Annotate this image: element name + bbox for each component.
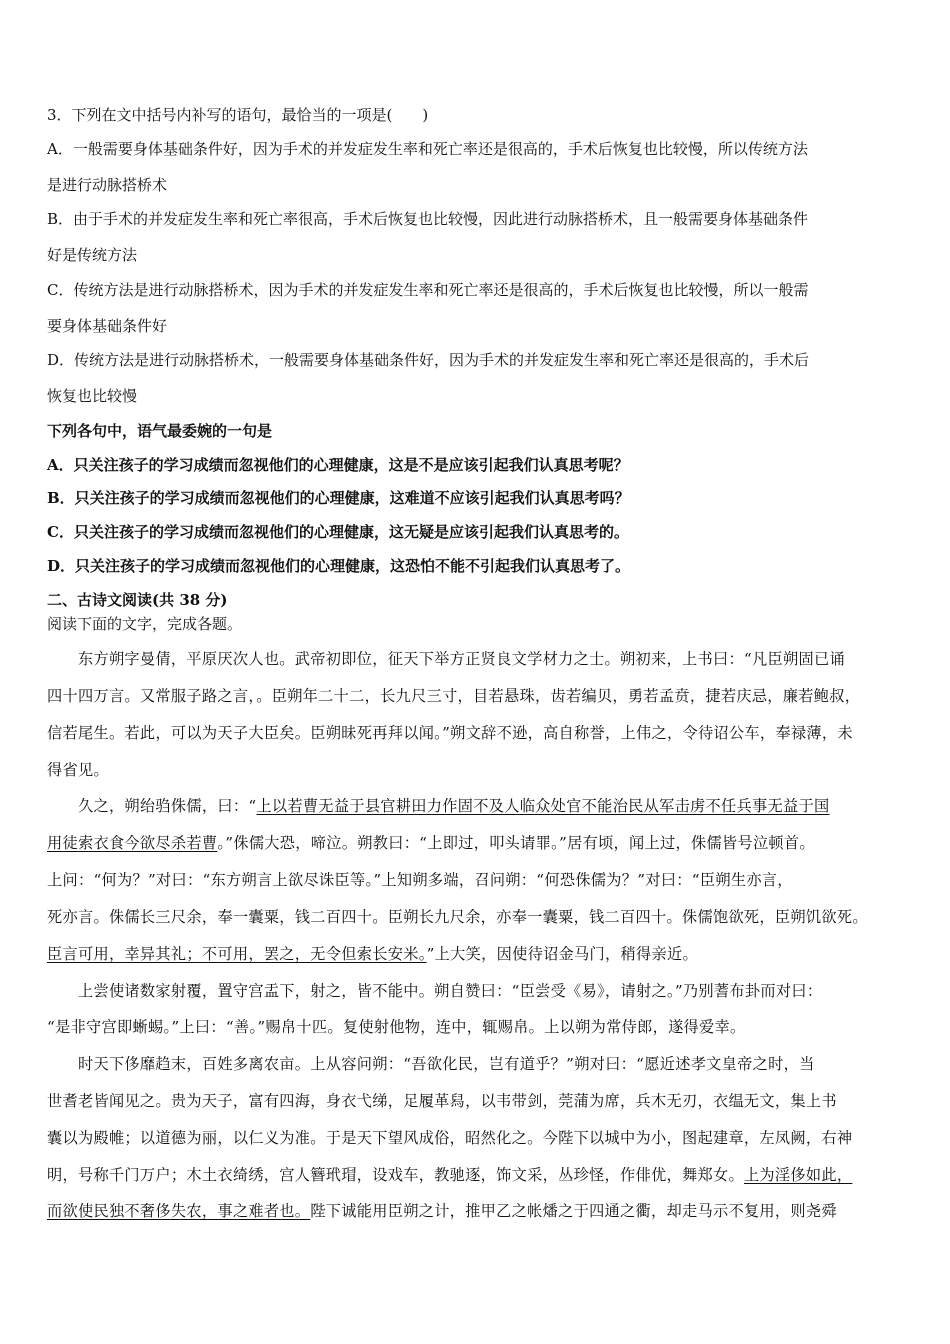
section-instruction: 阅读下面的文字，完成各题。	[47, 615, 243, 633]
passage-p2-line3: 上问：“何为？”对曰：“东方朔言上欲尽诛臣等。”上知朔多端，召问朔：“何恐侏儒为？”对曰：“臣朔生亦言，	[47, 871, 793, 889]
q3-option-d-line1: D．传统方法是进行动脉搭桥术，一般需要身体基础条件好，因为手术的并发症发生率和死亡率还是很高的，手术后	[47, 351, 810, 369]
q3-stem: 3．下列在文中括号内补写的语句，最恰当的一项是( )	[47, 106, 429, 124]
q3-option-d-line2: 恢复也比较慢	[47, 387, 138, 405]
underlined-sentence: 而欲使民独不奢侈失农，事之难者也。	[47, 1202, 311, 1220]
q3-option-a-line1: A．一般需要身体基础条件好，因为手术的并发症发生率和死亡率还是很高的，手术后恢复也比较慢，所以传统方法	[47, 140, 808, 158]
passage-p4-line5	[47, 1200, 837, 1221]
underlined-sentence: 上为淫侈如此，	[743, 1166, 853, 1184]
passage-p4-line1: 时天下侈靡趋末，百姓多离农亩。上从容问朔：“吾欲化民，岂有道乎？”朔对曰：“愿近述孝文皇帝之时，当	[47, 1055, 815, 1073]
passage-p1-line1: 东方朔字曼倩，平原厌次人也。武帝初即位，征天下举方正贤良文学材力之士。朔初来，上书曰：“凡臣朔固已诵	[47, 650, 845, 668]
passage-p1-line3: 信若尾生。若此，可以为天子大臣矣。臣朔昧死再拜以闻。”朔文辞不逊，高自称誉，上伟之，令待诏公车，奉禄薄，未	[47, 724, 853, 742]
underlined-sentence: 用徒索衣食今欲尽杀若曹	[47, 834, 218, 852]
passage-text: 明，号称千门万户；木土衣绮绣，宫人簪玳瑁，设戏车，教驰逐，饰文采，丛珍怪，作俳优，舞郑女。	[47, 1166, 744, 1184]
passage-p3-line2: “是非守宫即蜥蜴。”上曰：“善。”赐帛十匹。复使射他物，连中，辄赐帛。上以朔为常侍郎，遂得爱幸。	[47, 1018, 746, 1036]
passage-p4-line2: 世耆老皆闻见之。贵为天子，富有四海，身衣弋绨，足履革舄，以韦带剑，莞蒲为席，兵木无刃，衣缊无文，集上书	[47, 1092, 837, 1110]
q4-option-c: C．只关注孩子的学习成绩而忽视他们的心理健康，这无疑是应该引起我们认真思考的。	[47, 523, 629, 541]
passage-p2-line1	[47, 795, 829, 816]
q4-option-d: D．只关注孩子的学习成绩而忽视他们的心理健康，这恐怕不能不引起我们认真思考了。	[47, 557, 631, 575]
q3-option-b-line2: 好是传统方法	[47, 246, 138, 264]
q4-stem: 下列各句中，语气最委婉的一句是	[47, 422, 273, 440]
passage-p4-line4	[47, 1164, 852, 1185]
q4-option-b: B．只关注孩子的学习成绩而忽视他们的心理健康，这难道不应该引起我们认真思考吗？	[47, 489, 630, 507]
section-title: 二、古诗文阅读(共 38 分)	[47, 591, 228, 609]
passage-p2-line4: 死亦言。侏儒长三尺余，奉一囊粟，钱二百四十。臣朔长九尺余，亦奉一囊粟，钱二百四十。侏儒饱欲死，臣朔饥欲死。	[47, 908, 868, 926]
passage-p2-line5	[47, 943, 698, 964]
passage-text: 陛下诚能用臣朔之计，推甲乙之帐燔之于四通之衢，却走马示不复用，则尧舜	[310, 1202, 837, 1220]
q3-option-b-line1: B．由于手术的并发症发生率和死亡率很高，手术后恢复也比较慢，因此进行动脉搭桥术，且一般需要身体基础条件	[47, 210, 809, 228]
underlined-sentence: 上以若曹无益于县官耕田力作固不及人临众处官不能治民从军击虏不任兵事无益于国	[256, 797, 830, 815]
passage-text: 。”侏儒大恐，啼泣。朔教曰：“上即过，叩头请罪。”居有顷，闻上过，侏儒皆号泣顿首。	[217, 834, 815, 852]
q4-option-a: A．只关注孩子的学习成绩而忽视他们的心理健康，这是不是应该引起我们认真思考呢？	[47, 456, 629, 474]
passage-text: ”上大笑，因使待诏金马门，稍得亲近。	[426, 945, 698, 963]
q3-option-c-line1: C．传统方法是进行动脉搭桥术，因为手术的并发症发生率和死亡率还是很高的，手术后恢复也比较慢，所以一般需	[47, 281, 809, 299]
passage-p1-line4: 得省见。	[47, 761, 109, 779]
passage-text: 久之，朔绐驺侏儒，曰：“	[47, 797, 257, 815]
q3-option-c-line2: 要身体基础条件好	[47, 317, 168, 335]
passage-p1-line2: 四十四万言。又常服子路之言，。臣朔年二十二，长九尺三寸，目若悬珠，齿若编贝，勇若孟贲，捷若庆忌，廉若鲍叔，	[47, 687, 861, 705]
underlined-sentence: 臣言可用，幸异其礼；不可用，罢之，无令但索长安米。	[47, 945, 427, 963]
passage-p3-line1: 上尝使诸数家射覆，置守宫盂下，射之，皆不能中。朔自赞曰：“臣尝受《易》，请射之。”乃别蓍布卦而对曰：	[47, 982, 823, 1000]
q3-option-a-line2: 是进行动脉搭桥术	[47, 176, 168, 194]
passage-p2-line2	[47, 832, 815, 853]
passage-p4-line3: 囊以为殿帷；以道德为丽，以仁义为准。于是天下望风成俗，昭然化之。今陛下以城中为小，图起建章，左凤阙，右神	[47, 1129, 853, 1147]
